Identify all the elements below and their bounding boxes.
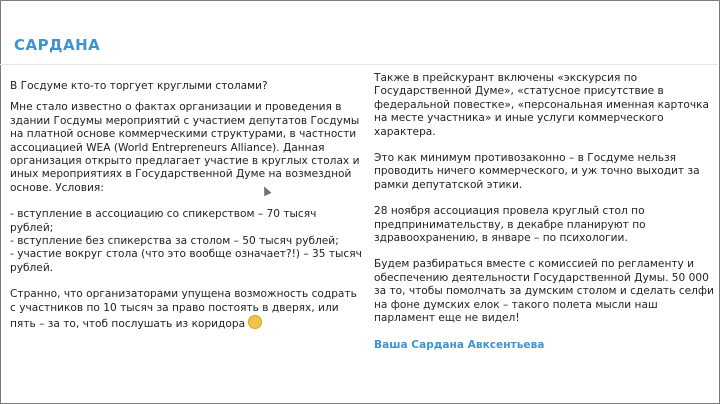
post-title: В Госдуме кто-то торгует круглыми столами? bbox=[10, 80, 268, 92]
condition-item: - участие вокруг стола (что это вообще означает?!) – 35 тысяч рублей. bbox=[10, 248, 362, 274]
signature-link[interactable]: Ваша Сардана Авксентьева bbox=[374, 338, 545, 351]
post-right-column bbox=[374, 72, 718, 365]
post-left-column bbox=[10, 80, 362, 345]
condition-item: - вступление без спикерства за столом – 50 тысяч рублей; bbox=[10, 235, 339, 248]
closing-text: Странно, что организаторами упущена возможность содрать с участников по 10 тысяч за право постоять в дверях, или пять – за то, чтоб послушать из коридора bbox=[10, 288, 357, 331]
smiling-face-emoji-icon bbox=[248, 315, 262, 329]
condition-item: - вступление в ассоциацию со спикерством – 70 тысяч рублей; bbox=[10, 208, 317, 234]
paragraph-illegal: Это как минимум противозаконно – в Госдуме нельзя проводить ничего коммерческого, и уж точно выходит за рамки депутатской этики. bbox=[374, 152, 700, 191]
paragraph-price-list: Также в прейскурант включены «экскурсия по Государственной Думе», «статусное присутствие в федеральной повестке», «персональная именная карточка на месте участника» и иные услуги коммерческого характера. bbox=[374, 72, 710, 138]
conditions-list bbox=[10, 208, 362, 275]
post-intro: Мне стало известно о фактах организации и проведения в здании Госдумы мероприятий с участием депутатов Госдумы на платной основе коммерческими структурами, в частности ассоциацией WEA (World Entrepreneurs Alliance). Данная организация открыто предлагает участие в круглых столах и иных мероприятиях в Государственной Думе на возмездной основе. Условия: bbox=[10, 101, 360, 194]
brand-logo[interactable]: САРДАНА bbox=[14, 36, 101, 54]
paragraph-events: 28 ноября ассоциация провела круглый стол по предпринимательству, в декабре планируют по здравоохранению, в январе – по психологии. bbox=[374, 205, 646, 245]
header-divider bbox=[0, 64, 718, 65]
post-closing bbox=[10, 288, 362, 331]
paragraph-commission: Будем разбираться вместе с комиссией по регламенту и обеспечению деятельности Государственной Думы. 50 000 за то, чтобы помолчать за думским столом и сделать селфи на фоне думских елок – такого полета мысли наш парламент еще не видел! bbox=[374, 258, 714, 325]
